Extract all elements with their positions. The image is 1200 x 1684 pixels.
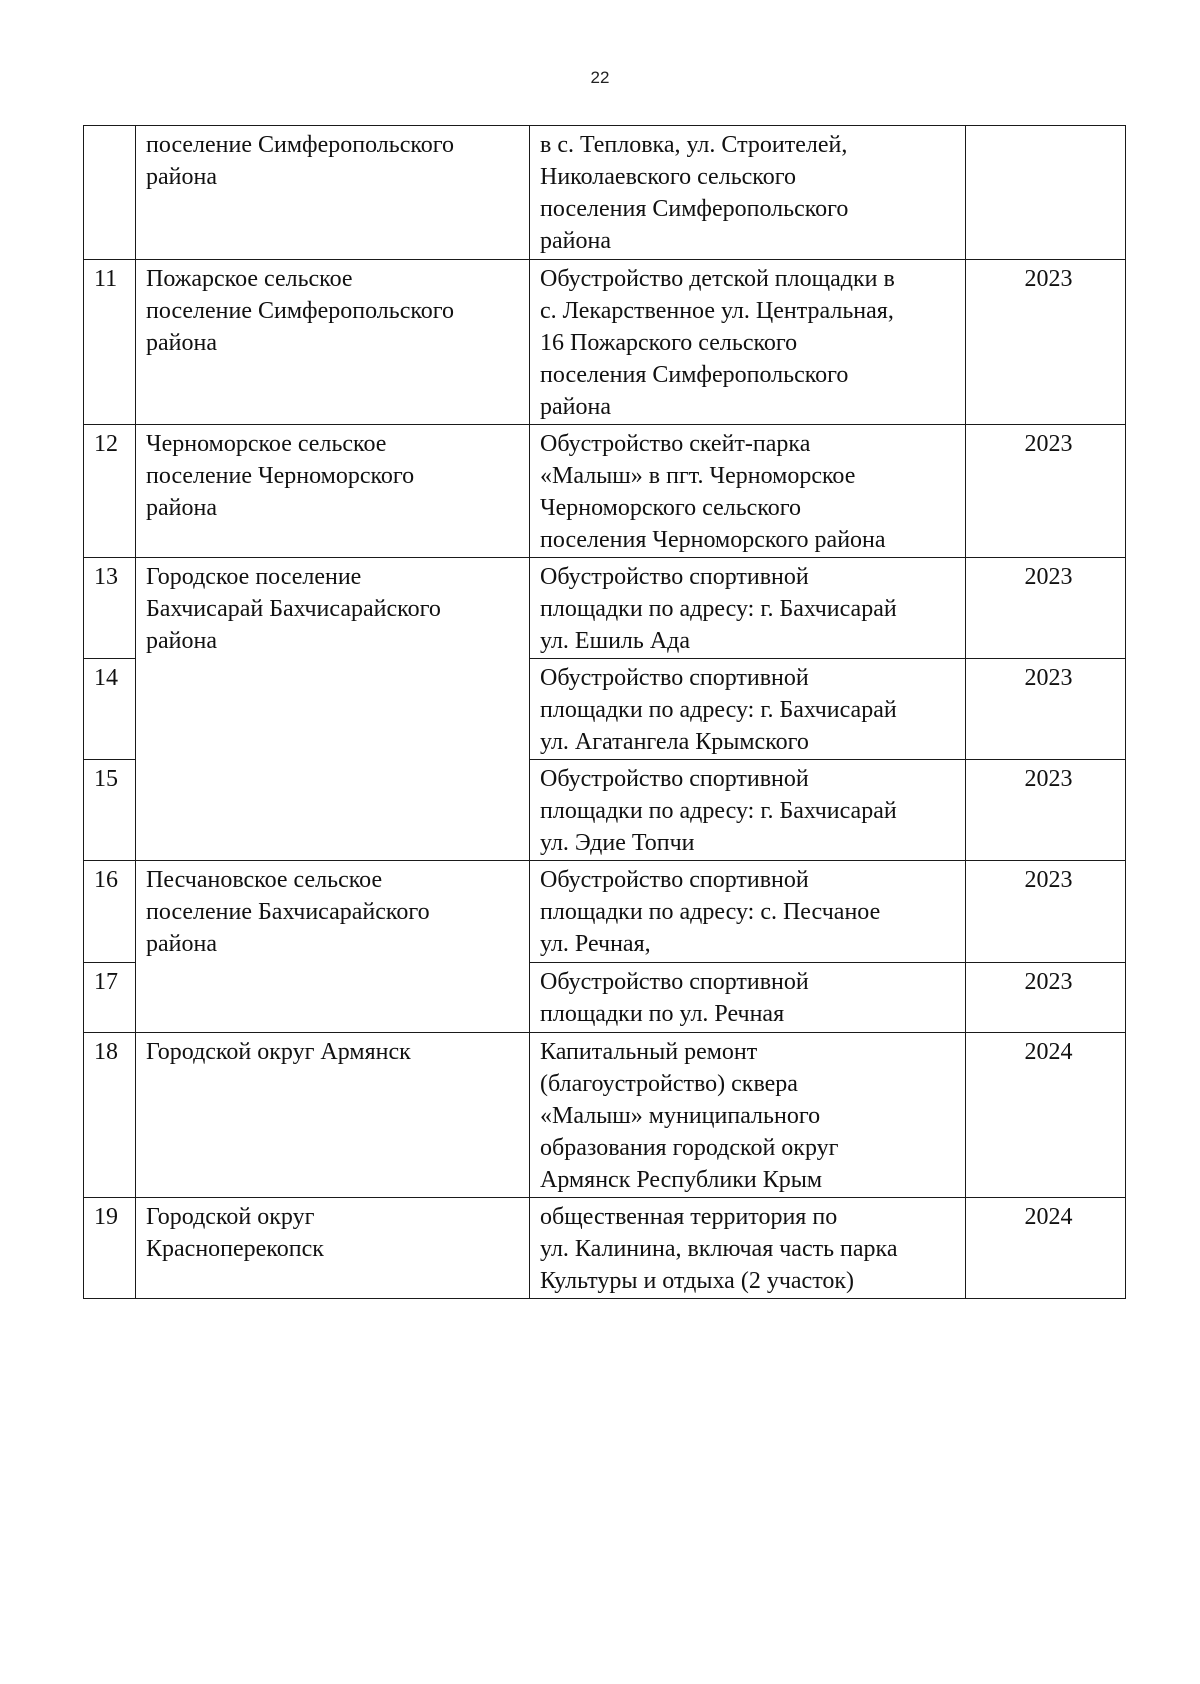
settlement-cell: Песчановское сельское поселение Бахчисарайского района xyxy=(136,861,530,1033)
table-row xyxy=(84,861,1126,963)
project-cell: Обустройство спортивной площадки по адресу: с. Песчаное ул. Речная, xyxy=(530,861,966,963)
project-cell: Капитальный ремонт (благоустройство) сквера «Малыш» муниципального образования городской округ Армянск Республики Крым xyxy=(530,1033,966,1198)
settlement-cell: поселение Симферопольского района xyxy=(136,126,530,260)
year-cell: 2024 xyxy=(966,1198,1126,1299)
project-cell: Обустройство спортивной площадки по адресу: г. Бахчисарай ул. Агатангела Крымского xyxy=(530,659,966,760)
year-cell: 2023 xyxy=(966,425,1126,558)
settlement-cell: Городской округ Красноперекопск xyxy=(136,1198,530,1299)
settlement-cell: Пожарское сельское поселение Симферопольского района xyxy=(136,260,530,425)
row-number-cell: 16 xyxy=(84,861,136,963)
year-cell: 2024 xyxy=(966,1033,1126,1198)
program-table xyxy=(83,125,1126,1299)
table-row xyxy=(84,260,1126,425)
row-number-cell: 15 xyxy=(84,760,136,861)
row-number-cell: 12 xyxy=(84,425,136,558)
project-cell: Обустройство скейт-парка «Малыш» в пгт. Черноморское Черноморского сельского поселения Черноморского района xyxy=(530,425,966,558)
project-cell: Обустройство детской площадки в с. Лекарственное ул. Центральная, 16 Пожарского сельского поселения Симферопольского района xyxy=(530,260,966,425)
row-number-cell: 17 xyxy=(84,963,136,1033)
page-number: 22 xyxy=(590,68,610,87)
year-cell: 2023 xyxy=(966,659,1126,760)
year-cell: 2023 xyxy=(966,558,1126,659)
project-cell: общественная территория по ул. Калинина, включая часть парка Культуры и отдыха (2 участок) xyxy=(530,1198,966,1299)
row-number-cell xyxy=(84,126,136,260)
settlement-cell: Черноморское сельское поселение Черноморского района xyxy=(136,425,530,558)
project-cell: Обустройство спортивной площадки по ул. Речная xyxy=(530,963,966,1033)
project-cell: в с. Тепловка, ул. Строителей, Николаевского сельского поселения Симферопольского района xyxy=(530,126,966,260)
table-row xyxy=(84,126,1126,260)
year-cell: 2023 xyxy=(966,260,1126,425)
settlement-cell: Городской округ Армянск xyxy=(136,1033,530,1198)
table-row xyxy=(84,558,1126,659)
project-cell: Обустройство спортивной площадки по адресу: г. Бахчисарай ул. Эдие Топчи xyxy=(530,760,966,861)
table-row xyxy=(84,1033,1126,1198)
year-cell: 2023 xyxy=(966,861,1126,963)
table-row xyxy=(84,1198,1126,1299)
row-number-cell: 13 xyxy=(84,558,136,659)
table-row xyxy=(84,425,1126,558)
row-number-cell: 14 xyxy=(84,659,136,760)
row-number-cell: 19 xyxy=(84,1198,136,1299)
year-cell xyxy=(966,126,1126,260)
settlement-cell: Городское поселение Бахчисарай Бахчисарайского района xyxy=(136,558,530,861)
year-cell: 2023 xyxy=(966,760,1126,861)
row-number-cell: 18 xyxy=(84,1033,136,1198)
year-cell: 2023 xyxy=(966,963,1126,1033)
row-number-cell: 11 xyxy=(84,260,136,425)
project-cell: Обустройство спортивной площадки по адресу: г. Бахчисарай ул. Ешиль Ада xyxy=(530,558,966,659)
